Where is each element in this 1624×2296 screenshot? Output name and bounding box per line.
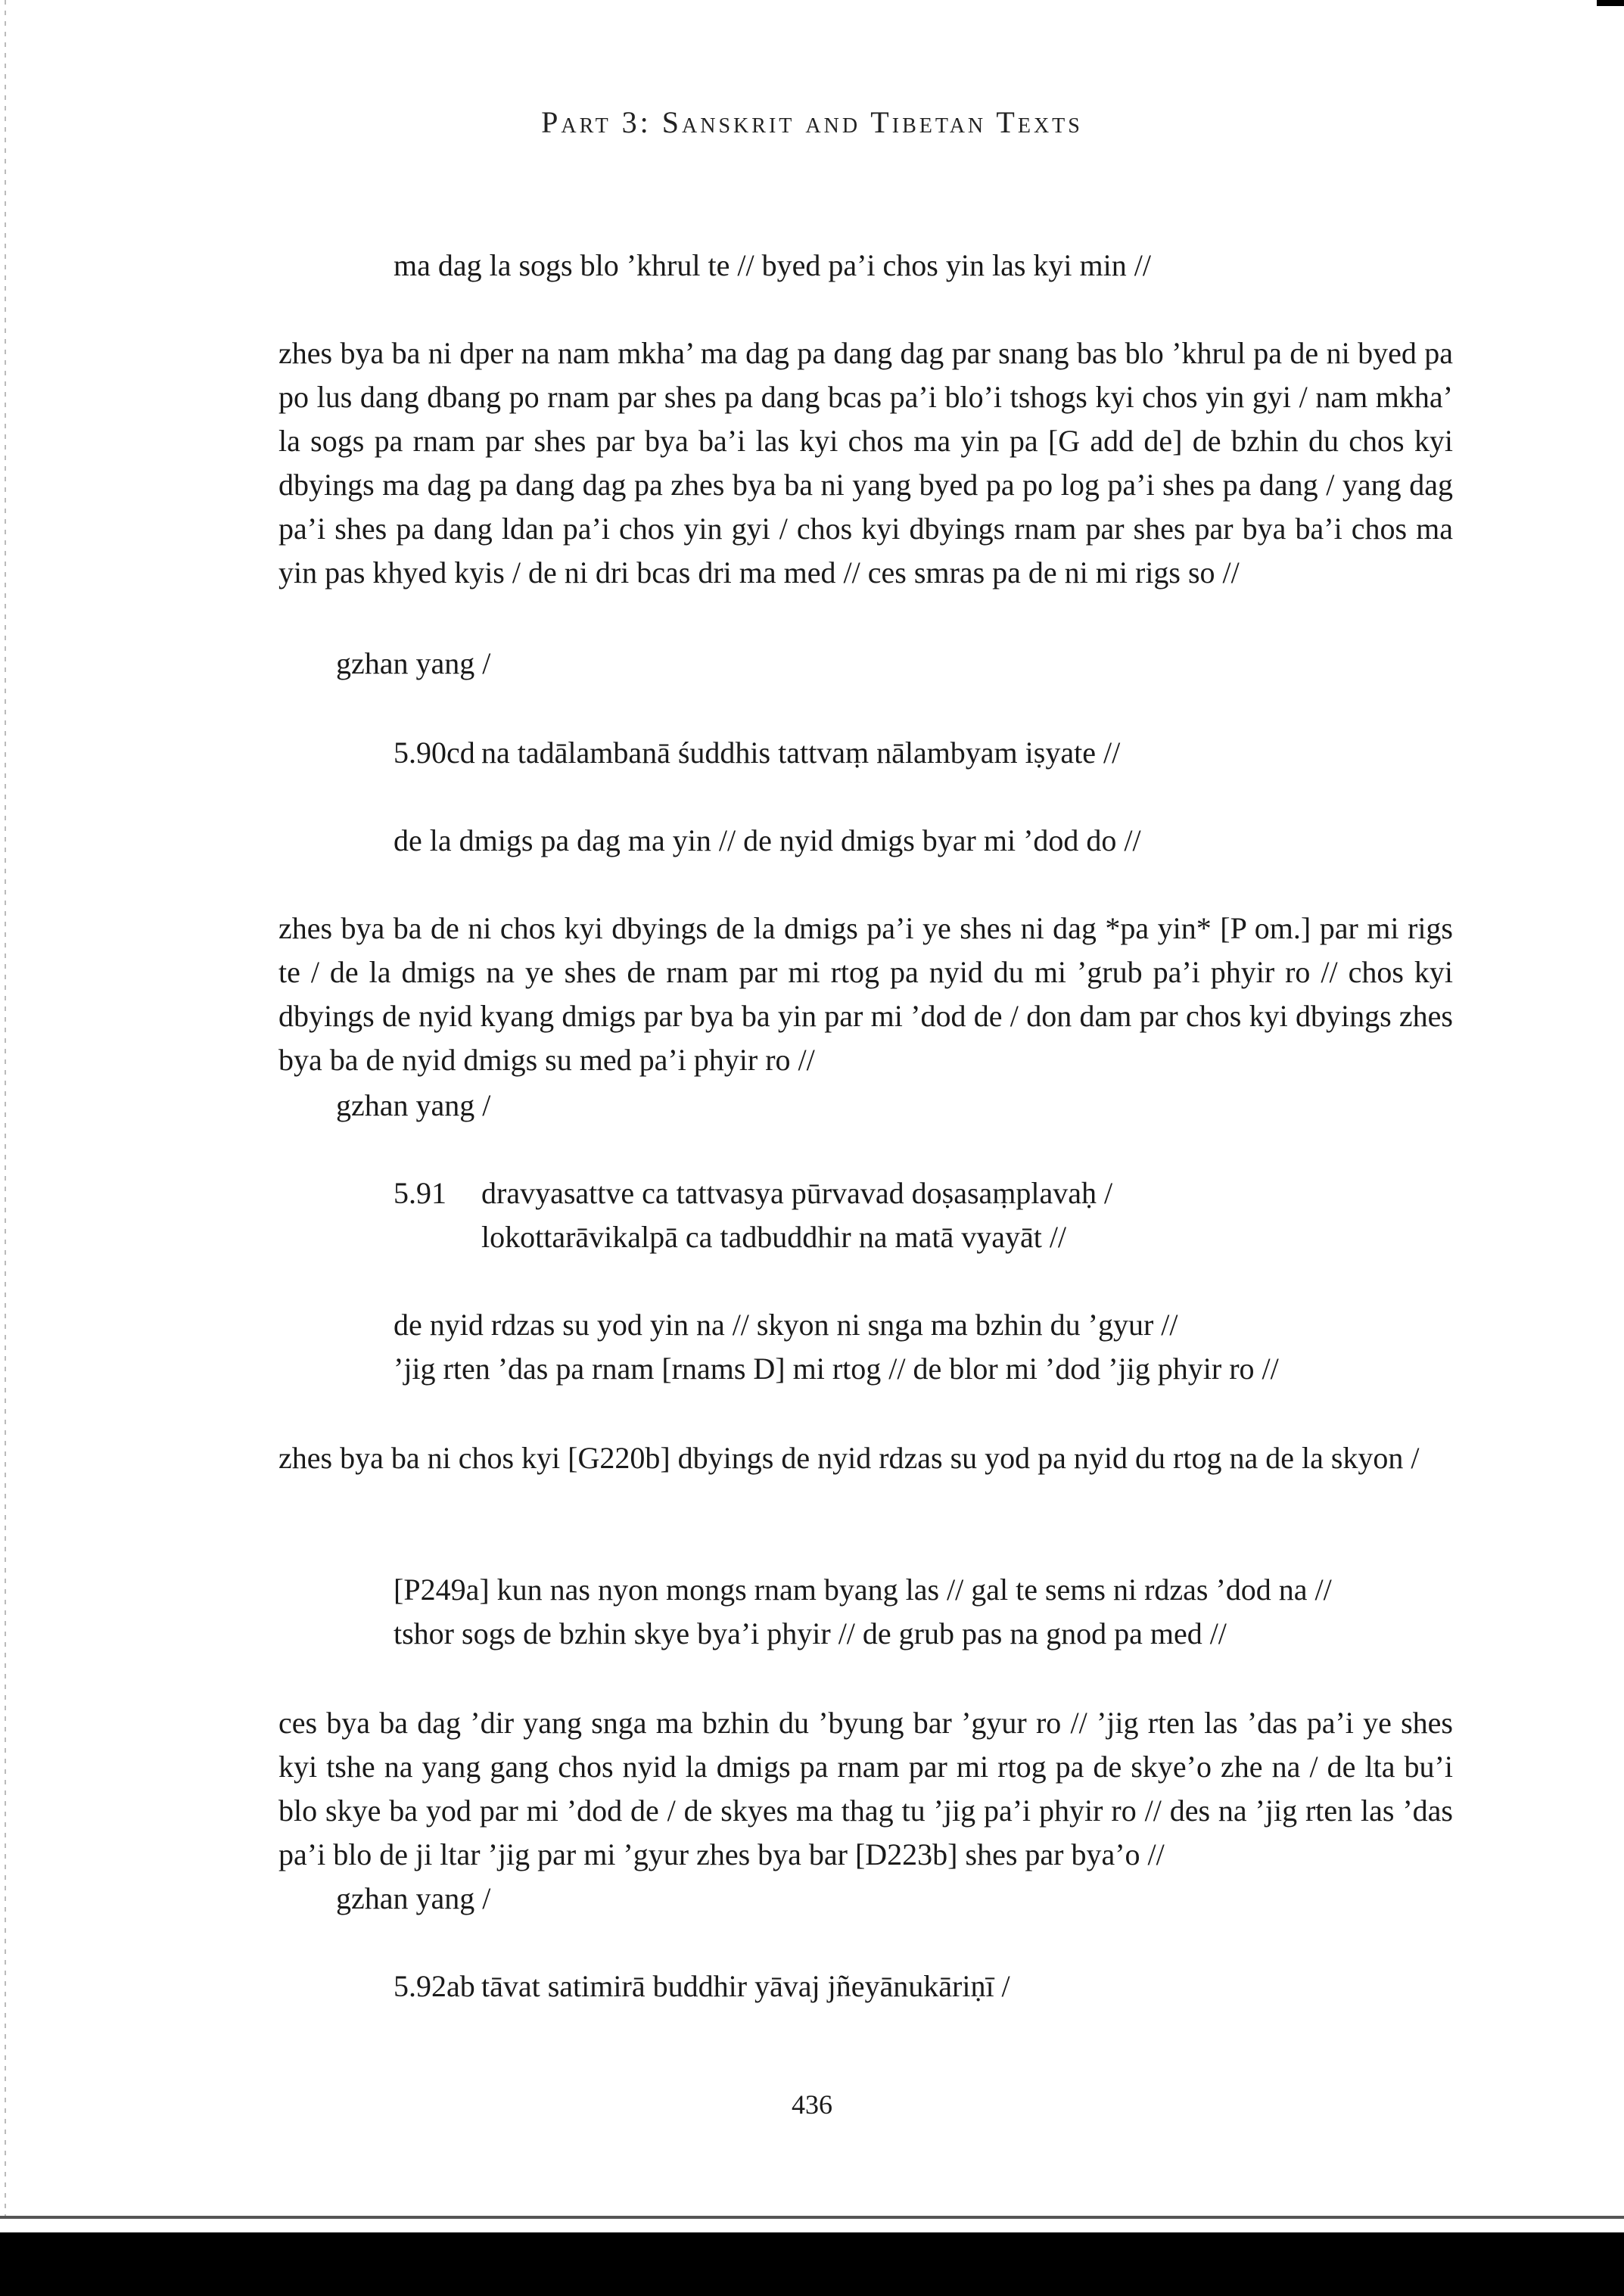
verse-line: de la dmigs pa dag ma yin // de nyid dmigs byar mi ’dod do // (394, 823, 1141, 857)
commentary-paragraph: ces bya ba dag ’dir yang snga ma bzhin du ’byung bar ’gyur ro // ’jig rten las ’das pa’i ye shes kyi tshe na yang gang chos nyid la dmigs pa rnam par mi rtog pa de skye’o zhe na / de lta bu’i blo skye ba yod par mi ’dod de / de skyes ma thag tu ’jig pa’i phyir ro // des na ’jig rten las ’das pa’i blo de ji ltar ’jig par mi ’gyur zhes bya bar [D223b] shes par bya’o // (278, 1706, 1453, 1871)
commentary-paragraph: zhes bya ba ni dper na nam mkha’ ma dag pa dang dag par snang bas blo ’khrul pa de ni byed pa po lus dang dbang po rnam par shes pa dang bcas pa’i blo’i tshogs kyi chos yin gyi / nam mkha’ la sogs pa rnam par shes par bya ba’i las kyi chos ma yin pa [G add de] de bzhin du chos kyi dbyings ma dag pa dang dag pa zhes bya ba ni yang byed pa po log pa’i shes pa dang / yang dag pa’i shes pa dang ldan pa’i chos yin gyi / chos kyi dbyings rnam par shes par bya ba’i chos ma yin pas khyed kyis / de ni dri bcas dri ma med // ces smras pa de ni mi rigs so // (278, 336, 1453, 590)
verse-number: 5.91 (394, 1176, 446, 1210)
verse-text-line-2: lokottarāvikalpā ca tadbuddhir na matā vyayāt // (481, 1220, 1067, 1254)
commentary-paragraph: zhes bya ba de ni chos kyi dbyings de la dmigs pa’i ye shes ni dag *pa yin* [P om.] par mi rigs te / de la dmigs na ye shes de rnam par mi rtog pa nyid du mi ’grub pa’i phyir ro // chos kyi dbyings de nyid kyang dmigs par bya ba yin par mi ’dod de / don dam par chos kyi dbyings zhes bya ba de nyid dmigs su med pa’i phyir ro // (278, 911, 1453, 1077)
verse-5-92ab (394, 1965, 1010, 2008)
verse-5-90cd (394, 731, 1120, 775)
running-header: Part 3: Sanskrit and Tibetan Texts (541, 105, 1083, 139)
page-edge-scan-mark (5, 0, 6, 2225)
verse-line: de nyid rdzas su yod yin na // skyon ni snga ma bzhin du ’gyur // (394, 1308, 1178, 1342)
corner-scan-mark (1597, 0, 1624, 6)
scan-bottom-rule (0, 2216, 1624, 2219)
verse-text-line-1: dravyasattve ca tattvasya pūrvavad doṣasaṃplavaḥ / (481, 1176, 1113, 1210)
page-number: 436 (792, 2089, 832, 2120)
commentary-paragraph: zhes bya ba ni chos kyi [G220b] dbyings de nyid rdzas su yod pa nyid du rtog na de la skyon / (278, 1441, 1420, 1475)
verse-line: [P249a] kun nas nyon mongs rnam byang las // gal te sems ni rdzas ’dod na // (394, 1573, 1332, 1607)
gzhan-yang-line: gzhan yang / (336, 1881, 491, 1915)
verse-line: ma dag la sogs blo ’khrul te // byed pa’i chos yin las kyi min // (394, 248, 1151, 282)
verse-line: tshor sogs de bzhin skye bya’i phyir // de grub pas na gnod pa med // (394, 1616, 1227, 1650)
gzhan-yang-line: gzhan yang / (336, 646, 491, 680)
scan-bottom-band (0, 2232, 1624, 2296)
verse-text: na tadālambanā śuddhis tattvaṃ nālambyam iṣyate // (481, 736, 1121, 770)
verse-5-91 (394, 1171, 1112, 1259)
verse-text: tāvat satimirā buddhir yāvaj jñeyānukāriṇī / (481, 1969, 1010, 2003)
gzhan-yang-line: gzhan yang / (336, 1088, 491, 1122)
verse-number: 5.90cd (394, 736, 475, 770)
verse-line: ’jig rten ’das pa rnam [rnams D] mi rtog // de blor mi ’dod ’jig phyir ro // (394, 1352, 1279, 1386)
verse-number: 5.92ab (394, 1969, 475, 2003)
